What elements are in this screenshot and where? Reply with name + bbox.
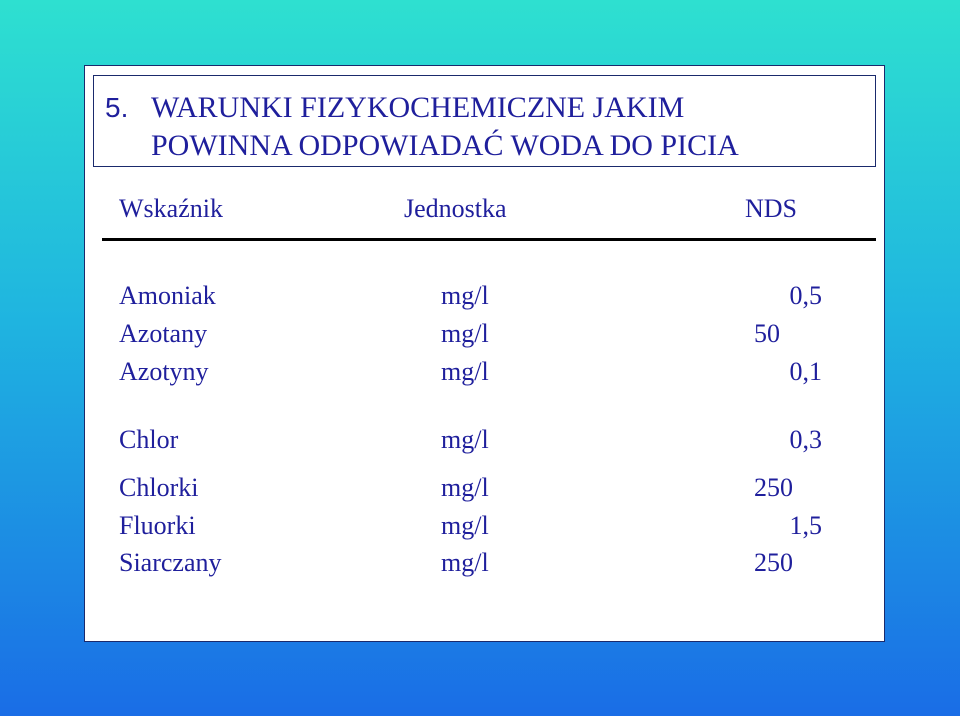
row-value: 250 xyxy=(754,548,793,577)
row-unit: mg/l xyxy=(441,473,489,502)
row-name: Azotyny xyxy=(119,357,209,386)
title-box xyxy=(93,75,876,167)
title-line-2: POWINNA ODPOWIADAĆ WODA DO PICIA xyxy=(151,129,739,162)
section-number: 5. xyxy=(105,92,129,123)
row-value: 0,5 xyxy=(789,281,822,310)
title-line-1: WARUNKI FIZYKOCHEMICZNE JAKIM xyxy=(151,91,685,124)
row-value: 0,3 xyxy=(789,425,822,454)
header-unit: Jednostka xyxy=(404,194,507,223)
row-name: Azotany xyxy=(119,319,208,348)
row-unit: mg/l xyxy=(441,281,489,310)
row-unit: mg/l xyxy=(441,357,489,386)
row-value: 1,5 xyxy=(789,511,822,540)
row-value: 0,1 xyxy=(789,357,822,386)
header-nds: NDS xyxy=(745,194,798,223)
row-name: Chlor xyxy=(119,425,179,454)
header-divider xyxy=(102,238,876,241)
row-name: Chlorki xyxy=(119,473,199,502)
row-unit: mg/l xyxy=(441,319,489,348)
row-unit: mg/l xyxy=(441,548,489,577)
row-unit: mg/l xyxy=(441,511,489,540)
row-value: 250 xyxy=(754,473,793,502)
header-indicator: Wskaźnik xyxy=(119,194,223,223)
slide-panel xyxy=(84,65,885,642)
row-unit: mg/l xyxy=(441,425,489,454)
row-name: Amoniak xyxy=(119,281,216,310)
row-value: 50 xyxy=(754,319,780,348)
row-name: Siarczany xyxy=(119,548,222,577)
row-name: Fluorki xyxy=(119,511,196,540)
